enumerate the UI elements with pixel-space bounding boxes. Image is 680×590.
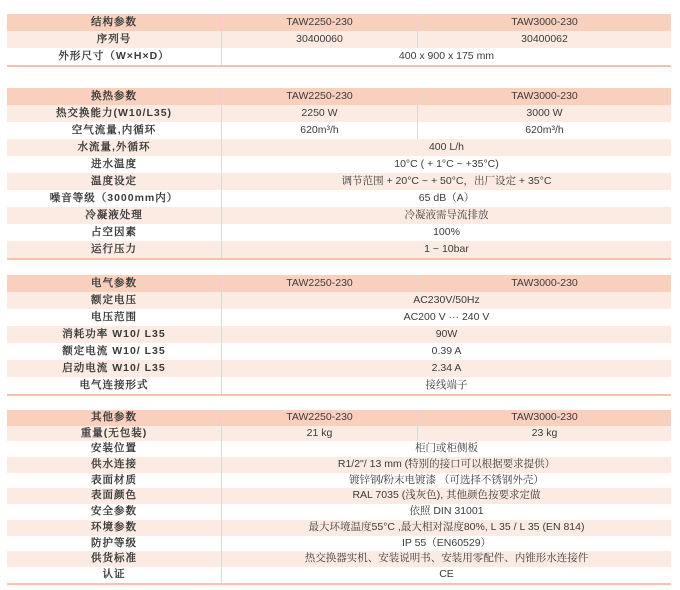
spec-section (7, 14, 671, 67)
param-value: 10°C ( + 1°C ~ +35°C) (394, 158, 499, 170)
table-row (7, 292, 671, 309)
column-header-model-a: TAW2250-230 (222, 410, 418, 426)
param-value: IP 55（EN60529） (401, 536, 492, 549)
param-value: R1/2"/ 13 mm (特别的接口可以根据要求提供） (337, 458, 556, 471)
spec-section (7, 88, 671, 260)
section-title: 电气参数 (7, 275, 222, 292)
param-label: 安全参数 (7, 504, 222, 520)
column-header-model-b: TAW3000-230 (511, 90, 578, 102)
column-header-model-b: TAW3000-230 (511, 16, 578, 28)
param-value-model-b: 30400062 (521, 33, 568, 45)
section-header-row (7, 275, 671, 292)
table-row (7, 343, 671, 360)
table-row (7, 156, 671, 173)
spec-section (7, 275, 671, 396)
param-value: 柜门或柜侧板 (415, 442, 478, 455)
param-label: 空气流量,内循环 (7, 122, 222, 139)
table-row (7, 457, 671, 473)
table-row (7, 326, 671, 343)
param-label: 表面颜色 (7, 488, 222, 504)
spec-tables (7, 14, 671, 585)
param-value: AC200 V ··· 240 V (403, 311, 490, 323)
table-row (7, 122, 671, 139)
table-row (7, 567, 671, 583)
param-label: 水流量,外循环 (7, 139, 222, 156)
table-row (7, 190, 671, 207)
param-label: 额定电压 (7, 292, 222, 309)
table-row (7, 241, 671, 258)
param-value-model-b: 620m³/h (525, 124, 564, 136)
param-label: 启动电流 W10/ L35 (7, 360, 222, 377)
param-value: RAL 7035 (浅灰色), 其他颜色按要求定做 (352, 489, 541, 502)
section-header-row (7, 14, 671, 31)
column-header-model-a: TAW2250-230 (222, 275, 418, 292)
param-value-model-b: 3000 W (526, 107, 563, 119)
param-label: 环境参数 (7, 520, 222, 536)
param-label: 进水温度 (7, 156, 222, 173)
param-label: 冷凝液处理 (7, 207, 222, 224)
param-label: 重量(无包装) (7, 426, 222, 442)
param-label: 温度设定 (7, 173, 222, 190)
param-label: 外形尺寸（W×H×D） (7, 48, 222, 65)
column-header-model-a: TAW2250-230 (222, 88, 418, 105)
param-value: 镀锌钢/粉末电镀漆 （可选择不锈钢外壳） (349, 473, 544, 486)
param-value: 90W (435, 328, 458, 340)
param-label: 表面材质 (7, 473, 222, 489)
section-title: 换热参数 (7, 88, 222, 105)
param-label: 供货标准 (7, 551, 222, 567)
param-value: AC230V/50Hz (413, 294, 480, 306)
param-value: 400 x 900 x 175 mm (398, 50, 495, 62)
param-value: 65 dB（A） (418, 192, 475, 204)
table-row (7, 551, 671, 567)
param-value: 400 L/h (428, 141, 465, 153)
param-value-model-a: 620m³/h (222, 122, 418, 139)
column-header-model-b: TAW3000-230 (511, 277, 578, 289)
section-title: 其他参数 (7, 410, 222, 426)
param-value-model-b: 23 kg (531, 426, 558, 439)
param-label: 电压范围 (7, 309, 222, 326)
column-header-model-b: TAW3000-230 (511, 411, 578, 423)
param-value: 接线端子 (425, 379, 468, 391)
table-row (7, 520, 671, 536)
param-value: CE (439, 567, 454, 580)
param-label: 额定电流 W10/ L35 (7, 343, 222, 360)
table-row (7, 105, 671, 122)
table-row (7, 309, 671, 326)
param-value: 冷凝液需导流排放 (404, 209, 489, 221)
param-label: 运行压力 (7, 241, 222, 258)
param-label: 认证 (7, 567, 222, 583)
table-row (7, 224, 671, 241)
table-row (7, 473, 671, 489)
table-row (7, 31, 671, 48)
param-value: 调节范围 + 20°C ~ + 50°C，出厂设定 + 35°C (341, 175, 552, 187)
table-row (7, 441, 671, 457)
param-value: 2.34 A (431, 362, 462, 374)
param-label: 序列号 (7, 31, 222, 48)
param-label: 供水连接 (7, 457, 222, 473)
param-value-model-a: 2250 W (222, 105, 418, 122)
table-row (7, 173, 671, 190)
table-row (7, 207, 671, 224)
spec-section (7, 410, 671, 585)
table-row (7, 488, 671, 504)
section-header-row (7, 88, 671, 105)
table-row (7, 377, 671, 394)
column-header-model-a: TAW2250-230 (222, 14, 418, 31)
table-row (7, 504, 671, 520)
table-row (7, 360, 671, 377)
param-value: 依照 DIN 31001 (409, 505, 484, 518)
section-title: 结构参数 (7, 14, 222, 31)
param-label: 占空因素 (7, 224, 222, 241)
param-label: 安装位置 (7, 441, 222, 457)
param-value-model-a: 21 kg (222, 426, 418, 442)
param-label: 热交换能力(W10/L35) (7, 105, 222, 122)
table-row (7, 426, 671, 442)
param-value-model-a: 30400060 (222, 31, 418, 48)
param-label: 防护等级 (7, 536, 222, 552)
section-header-row (7, 410, 671, 426)
param-value: 1 ~ 10bar (424, 243, 469, 255)
param-value: 0.39 A (431, 345, 462, 357)
param-value: 热交换器实机、安装说明书、安装用零配件、内锥形水连接件 (304, 552, 589, 565)
table-row (7, 536, 671, 552)
param-label: 噪音等级（3000mm内） (7, 190, 222, 207)
param-label: 电气连接形式 (7, 377, 222, 394)
param-value: 100% (433, 226, 460, 238)
param-value: 最大环境温度55°C ,最大相对湿度80%, L 35 / L 35 (EN 814) (308, 520, 585, 533)
table-row (7, 139, 671, 156)
param-label: 消耗功率 W10/ L35 (7, 326, 222, 343)
table-row (7, 48, 671, 65)
